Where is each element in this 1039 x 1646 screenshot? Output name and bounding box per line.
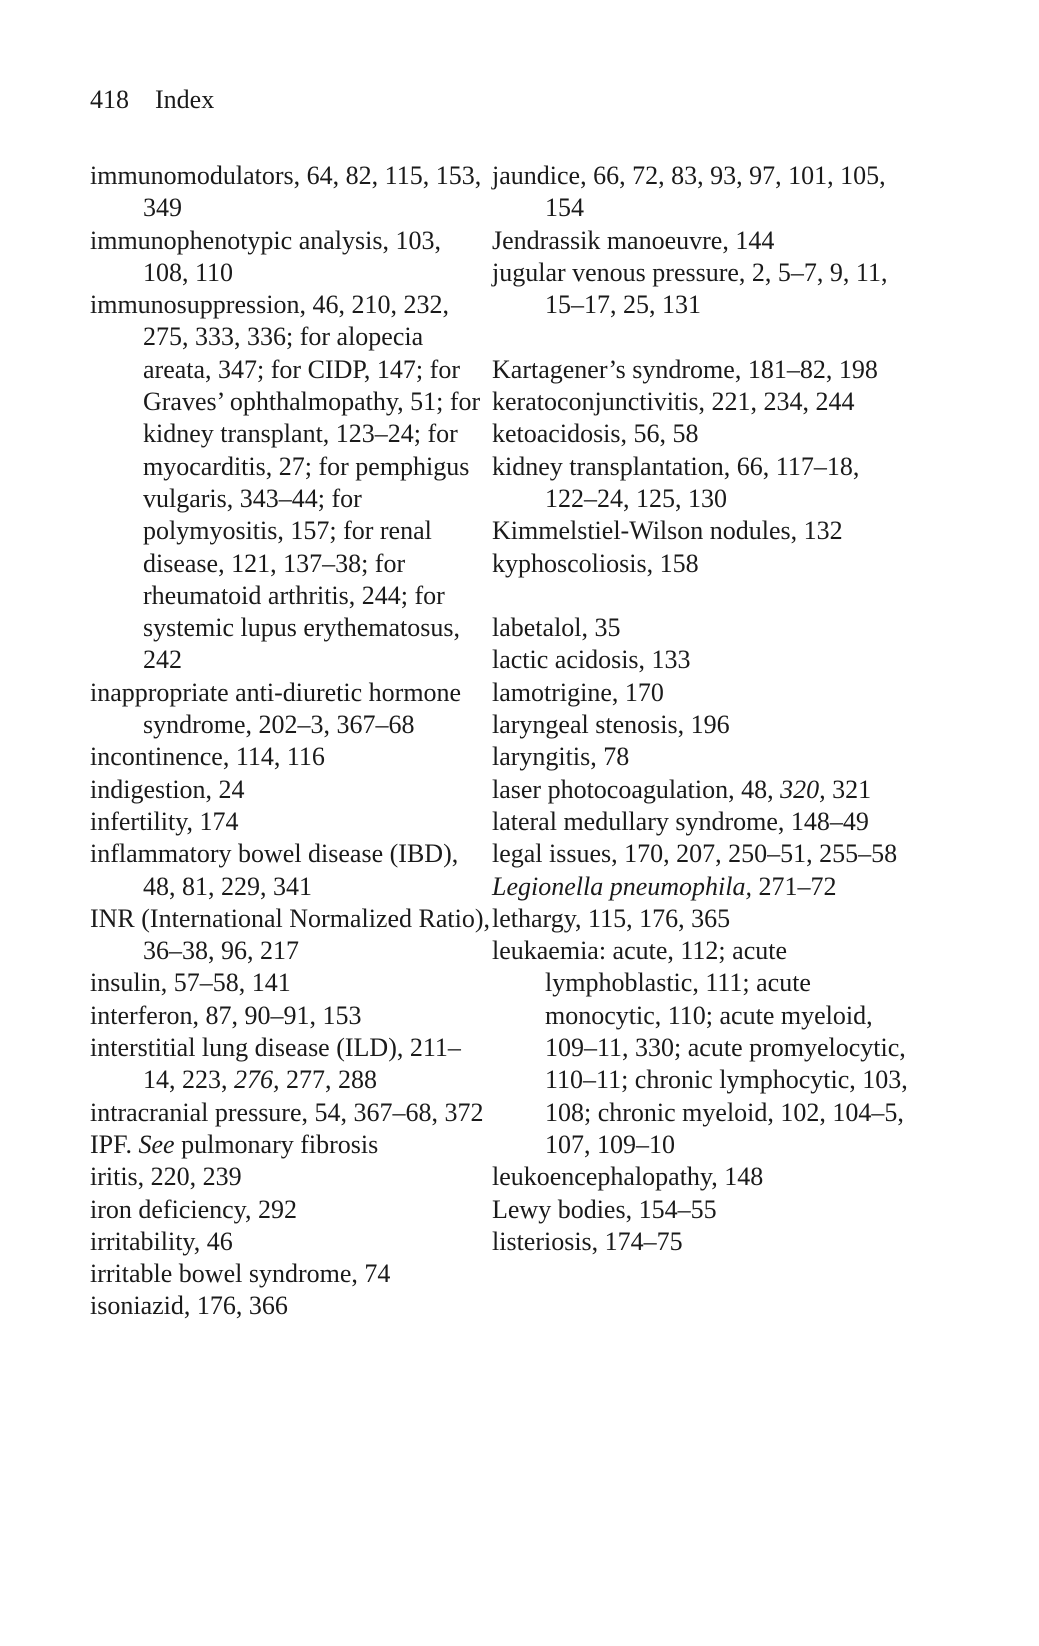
index-entry bbox=[492, 838, 912, 870]
index-entry-text: lateral medullary syndrome, 148–49 bbox=[492, 806, 869, 836]
index-entry-text: 277, 288 bbox=[279, 1065, 377, 1095]
index-entry-italic-text: 320, bbox=[780, 774, 826, 804]
index-entry-text: laryngitis, 78 bbox=[492, 742, 630, 772]
index-entry bbox=[492, 871, 912, 903]
index-entry-text: incontinence, 114, 116 bbox=[90, 742, 325, 772]
index-entry bbox=[492, 709, 912, 741]
index-entry-italic-text: Legionella pneumophila, bbox=[492, 871, 752, 901]
index-entry-text: jaundice, 66, 72, 83, 93, 97, 101, 105, 154 bbox=[492, 161, 886, 223]
index-entry bbox=[90, 1097, 490, 1129]
index-entry bbox=[90, 1161, 490, 1193]
index-entry bbox=[90, 1000, 490, 1032]
index-entry-text: 321 bbox=[825, 774, 872, 804]
index-entry bbox=[90, 903, 490, 968]
index-entry-text: irritability, 46 bbox=[90, 1226, 233, 1256]
running-head bbox=[90, 84, 214, 116]
index-entry bbox=[492, 418, 912, 450]
index-entry-text: insulin, 57–58, 141 bbox=[90, 968, 291, 998]
letter-section-gap bbox=[492, 321, 912, 353]
index-entry-text: lamotrigine, 170 bbox=[492, 677, 664, 707]
index-entry bbox=[90, 1032, 490, 1097]
index-entry bbox=[90, 774, 490, 806]
index-entry-text: IPF. bbox=[90, 1129, 139, 1159]
index-entry bbox=[90, 160, 490, 225]
index-entry-text: laryngeal stenosis, 196 bbox=[492, 710, 730, 740]
index-entry-text: laser photocoagulation, 48, bbox=[492, 774, 781, 804]
index-entry bbox=[492, 774, 912, 806]
index-entry-text: iritis, 220, 239 bbox=[90, 1162, 242, 1192]
index-entry-text: interferon, 87, 90–91, 153 bbox=[90, 1000, 362, 1030]
index-entry bbox=[90, 1258, 490, 1290]
index-entry bbox=[492, 644, 912, 676]
index-entry bbox=[90, 838, 490, 903]
index-entry-text: kyphoscoliosis, 158 bbox=[492, 548, 699, 578]
index-entry-text: iron deficiency, 292 bbox=[90, 1194, 297, 1224]
index-entry bbox=[492, 1161, 912, 1193]
index-entry bbox=[492, 160, 912, 225]
index-entry bbox=[492, 225, 912, 257]
index-entry bbox=[492, 354, 912, 386]
index-entry-text: Lewy bodies, 154–55 bbox=[492, 1194, 717, 1224]
index-entry bbox=[492, 677, 912, 709]
index-entry-text: ketoacidosis, 56, 58 bbox=[492, 419, 699, 449]
index-entry-text: inflammatory bowel disease (IBD), 48, 81, 229, 341 bbox=[90, 839, 459, 901]
index-entry bbox=[492, 1194, 912, 1226]
index-entry bbox=[90, 1129, 490, 1161]
index-entry-italic-text: 276, bbox=[234, 1065, 280, 1095]
index-entry-italic-text: See bbox=[138, 1129, 175, 1159]
index-entry-text: keratoconjunctivitis, 221, 234, 244 bbox=[492, 387, 855, 417]
index-entry bbox=[492, 1226, 912, 1258]
index-entry-text: intracranial pressure, 54, 367–68, 372 bbox=[90, 1097, 484, 1127]
page-number: 418 bbox=[90, 85, 129, 114]
index-entry-text: jugular venous pressure, 2, 5–7, 9, 11, 15–17, 25, 131 bbox=[492, 257, 888, 320]
index-entry-text: irritable bowel syndrome, 74 bbox=[90, 1259, 391, 1289]
index-entry-text: interstitial lung disease (ILD), 211–14, 223, bbox=[90, 1033, 461, 1095]
index-entry-text: legal issues, 170, 207, 250–51, 255–58 bbox=[492, 839, 898, 869]
index-entry-text: listeriosis, 174–75 bbox=[492, 1226, 683, 1256]
index-entry bbox=[492, 612, 912, 644]
index-entry bbox=[90, 806, 490, 838]
running-title: Index bbox=[155, 85, 215, 114]
index-entry-text: 271–72 bbox=[751, 871, 837, 901]
index-entry-text: Jendrassik manoeuvre, 144 bbox=[492, 225, 775, 255]
index-entry-text: indigestion, 24 bbox=[90, 774, 245, 804]
index-entry-text: leukoencephalopathy, 148 bbox=[492, 1162, 764, 1192]
index-entry-text: pulmonary fibrosis bbox=[174, 1129, 379, 1159]
index-entry-text: Kartagener’s syndrome, 181–82, 198 bbox=[492, 354, 878, 384]
index-entry bbox=[492, 935, 912, 1161]
index-entry-text: leukaemia: acute, 112; acute lymphoblastic, 111; acute monocytic, 110; acute myeloid, 109–11, 330; acute promyelocytic, 110–11; chronic lymphocytic, 103, 108; chronic myeloid, 102, 104–5, 107, 109–10 bbox=[492, 936, 908, 1159]
index-entry-text: lactic acidosis, 133 bbox=[492, 645, 691, 675]
index-entry bbox=[492, 806, 912, 838]
index-entry bbox=[90, 967, 490, 999]
index-entry bbox=[492, 515, 912, 547]
index-entry bbox=[90, 1290, 490, 1322]
index-entry-text: immunophenotypic analysis, 103, 108, 110 bbox=[90, 225, 441, 287]
index-entry-text: immunosuppression, 46, 210, 232, 275, 333, 336; for alopecia areata, 347; for CIDP, 147; for Graves’ ophthalmopathy, 51; for kidney transplant, 123–24; for myocarditis, 27; for pemphigus vulgaris, 343–44; for polymyositis, 157; for renal disease, 121, 137–38; for rheumatoid arthritis, 244; for systemic lupus erythematosus, 242 bbox=[90, 290, 481, 675]
index-entry-text: INR (International Normalized Ratio), 36–38, 96, 217 bbox=[90, 903, 490, 966]
index-entry-text: inappropriate anti-diuretic hormone syndrome, 202–3, 367–68 bbox=[90, 677, 462, 740]
index-entry bbox=[90, 1226, 490, 1258]
index-entry bbox=[492, 741, 912, 773]
index-entry-text: lethargy, 115, 176, 365 bbox=[492, 903, 731, 933]
index-entry bbox=[90, 225, 490, 290]
index-entry-text: infertility, 174 bbox=[90, 806, 239, 836]
index-entry-text: isoniazid, 176, 366 bbox=[90, 1291, 288, 1321]
index-column-right bbox=[492, 160, 912, 1258]
index-entry bbox=[90, 677, 490, 742]
index-entry-text: labetalol, 35 bbox=[492, 613, 621, 643]
letter-section-gap bbox=[492, 580, 912, 612]
index-entry-text: Kimmelstiel-Wilson nodules, 132 bbox=[492, 516, 843, 546]
index-column-left bbox=[90, 160, 490, 1323]
index-entry bbox=[492, 548, 912, 580]
index-entry bbox=[492, 257, 912, 322]
index-entry bbox=[492, 386, 912, 418]
index-entry bbox=[492, 903, 912, 935]
index-entry bbox=[90, 289, 490, 677]
index-entry bbox=[90, 741, 490, 773]
index-entry bbox=[492, 451, 912, 516]
index-entry-text: kidney transplantation, 66, 117–18, 122–24, 125, 130 bbox=[492, 451, 860, 513]
index-entry bbox=[90, 1194, 490, 1226]
index-entry-text: immunomodulators, 64, 82, 115, 153, 349 bbox=[90, 161, 482, 223]
